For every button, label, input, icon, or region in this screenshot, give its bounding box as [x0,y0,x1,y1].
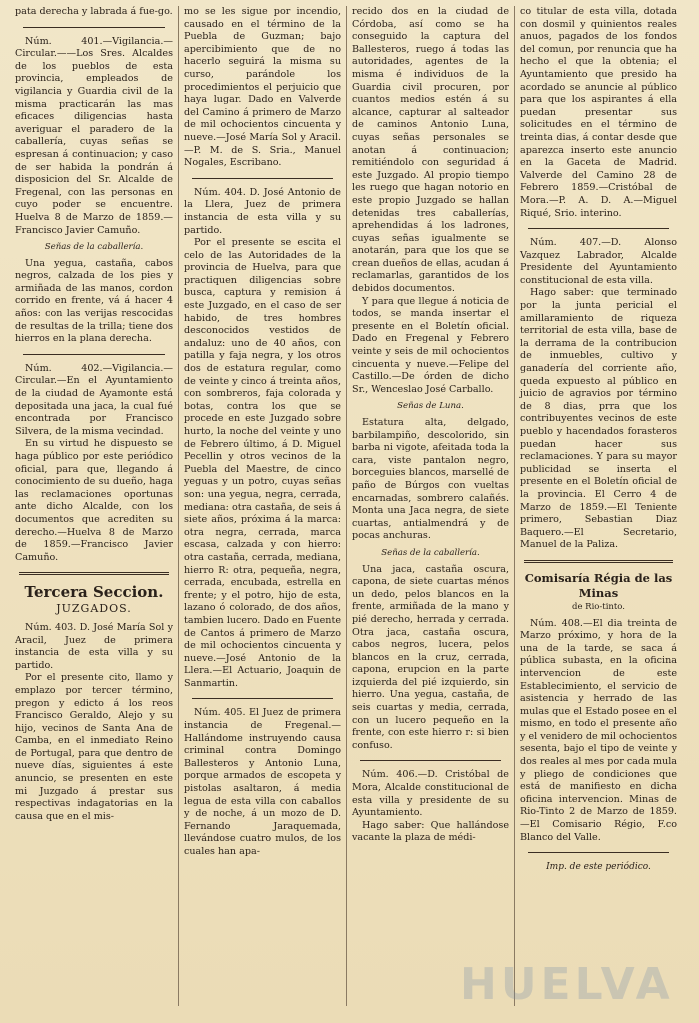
comisaria-title: Comisaría Régia de las Minas [524,570,673,600]
divider [360,760,501,761]
notice-407: Núm. 407.—D. Alonso Vazquez Labrador, Alcalde Presidente del Ayuntamiento constitucional de esta villa. [520,237,677,286]
column-4 [514,6,682,1006]
notice-408: Núm. 408.—El dia treinta de Marzo próximo, y hora de la una de la tarde, se saca á pública subasta, en la oficina intervencion de este Establecimiento, el servicio de asistencia y herrado de las mulas que el Estado posee en el mismo, en todo el presente año y el venidero de mil ochocientos sesenta, bajo el tipo de veinte y dos reales al mes por cada mula y pliego de condiciones que está de manifiesto en dicha oficina intervencion. Minas de Rio-Tinto 2 de Marzo de 1859.—El Comisario Régio, F.co Blanco del Valle. [520,617,677,843]
watermark-logo: HUELVA [460,959,674,1010]
divider [192,178,333,179]
paragraph: Estatura alta, delgado, barbilampiño, descolorido, sin barba ni vigote, afeitada toda la cara, viste pantalon negro, borceguies blancos, marsellé de paño de Búrgos con vueltas encarnadas, sombrero calañés. Monta una Jaca negra, de siete cuartas, antialmendrá y de pocas anchuras. [352,417,509,542]
column-2 [178,6,346,1006]
imprint: Imp. de este periódico. [546,862,651,873]
paragraph: Y para que llegue á noticia de todos, se manda insertar el presente en el Boletín oficial. Dado en Fregenal y Febrero veinte y seis de mil ochocientos cincuenta y nueve.—Felipe del Castillo.—De órden de dicho Sr., Wenceslao José Carballo. [352,295,509,395]
notice-403: Núm. 403. D. José María Sol y Aracil, Juez de primera instancia de esta villa y su partido. [15,621,173,671]
notice-401: Núm. 401.—Vigilancia.—Circular.——Los Sres. Alcaldes de los pueblos de esta provincia, empleados de vigilancia y Guardia civil de la misma practicarán las mas eficaces diligencias hasta averiguar el paradero de la caballería, cuyas señas se espresan á continuacion; y caso de ser habida la pondrán á disposicion del Sr. Alcalde de Fregenal, con las personas en cuyo poder se encuentre. Huelva 8 de Marzo de 1859.—Francisco Javier Camuño. [15,35,173,236]
paragraph: Una jaca, castaña oscura, capona, de siete cuartas ménos un dedo, pelos blancos en la frente, armiñada de la mano y pié derecho, herrada y cerrada. Otra jaca, castaña oscura, cabos negros, lucera, pelos blancos en la cruz, cerrada, capona, erupcion en la parte izquierda del pié izquierdo, sin hierro. Una yegua, castaña, de seis cuartas y media, cerrada, con un lucero pequeño en la frente, con este hierro r: si bien confuso. [352,563,509,751]
notice-404: Núm. 404. D. José Antonio de la Llera, Juez de primera instancia de esta villa y su partido. [184,186,341,236]
heading-senas-luna: Señas de Luna. [397,401,464,412]
paragraph: En su virtud he dispuesto se haga público por este periódico oficial, para que, llegando á conocimiento de su dueño, haga las reclamaciones oportunas ante dicho Alcalde, con los documentos que acrediten su derecho.—Huelva 8 de Marzo de 1859.—Francisco Javier Camuño. [15,438,173,563]
heading-senas: Señas de la caballería. [44,242,144,253]
paragraph: pata derecha y labrada á fue-go. [15,6,173,17]
comisaria-subtitle: de Rio-tinto. [572,601,625,612]
paragraph: mo se les sigue por incendio, causado en el término de la Puebla de Guzman; bajo apercibimiento que de no hacerlo seguirá la misma su curso, parándole los procedimientos el perjuicio que haya lugar. Dado en Valverde del Camino á primero de Marzo de mil ochocientos cincuenta y nueve.—José María Sol y Aracil.—P. M. de S. Sria., Manuel Nogales, Escribano. [184,6,341,169]
notice-405: Núm. 405. El Juez de primera instancia de Fregenal.—Hallándome instruyendo causa criminal contra Domingo Ballesteros y Antonio Luna, porque armados de escopeta y pistolas asaltaron, á media legua de esta villa con caballos y de noche, á un mozo de D. Fernando Jaraquemada, llevándose cuatro mulos, de los cuales han apa- [184,707,341,857]
section-subtitle: JUZGADOS. [56,602,132,616]
section-divider [524,560,673,563]
paragraph: Una yegua, castaña, cabos negros, calzada de los pies y armiñada de las manos, cordon corrido en frente, vá á hacer 4 años: con las verijas rescocidas de resultas de la trilla; tiene dos hierros en la plana derecha. [15,257,173,345]
section-title: Tercera Seccion. [24,583,164,602]
paragraph: Hago saber: que terminado por la junta pericial el amillaramiento de riqueza territorial de esta villa, base de la derrama de la contribucion de inmuebles, cultivo y ganadería del corriente año, queda expuesto al público en juicio de agravios por término de 8 dias, prra que los contribuyentes vecinos de este pueblo y hacendados forasteros puedan hacer sus reclamaciones. Y para su mayor publicidad se inserta el presente en el Boletín oficial de la provincia. El Cerro 4 de Marzo de 1859.—El Teniente primero, Sebastian Diaz Baquero.—El Secretario, Manuel de la Paliza. [520,287,677,551]
column-1 [10,6,178,1006]
notice-406: Núm. 406.—D. Cristóbal de Mora, Alcalde constitucional de esta villa y presidente de su Ayuntamiento. [352,769,509,819]
divider [528,228,669,229]
column-3 [346,6,514,1006]
heading-senas-caballeria: Señas de la caballería. [381,547,480,558]
paragraph: recido dos en la ciudad de Córdoba, así como se ha conseguido la captura del Ballesteros, ruego á todas las autoridades, agentes de la misma é individuos de la Guardia civil procuren, por cuantos medios estén á su alcance, capturar al salteador de caminos Antonio Luna, cuyas señas personales se anotan á continuacion; remitiéndolo con seguridad á este Juzgado. Al propio tiempo les ruego que hagan notorio en este propio Juzgado se hallan detenidas tres caballerías, aprehendidas á los ladrones, cuyas señas igualmente se anotarán, para que los que se crean dueños de ellas, acudan á reclamarlas, garantidos de los debidos documentos. [352,6,509,295]
section-divider [19,572,169,575]
divider [23,27,165,28]
divider [528,852,669,853]
paragraph: Por el presente se escita el celo de las Autoridades de la provincia de Huelva, para que practiquen diligencias sobre busca, captura y remision á este Juzgado, en el caso de ser habido, de tres hombres desconocidos vestidos de andaluz: uno de 40 años, con patilla y faja negra, y los otros dos de estatura regular, como de veinte y cinco á treinta años, con sombreros, faja colorada y botas, contra los que se procede en este Juzgado sobre hurto, la noche del veinte y uno de Febrero último, á D. Miguel Pecellin y otros vecinos de la Puebla del Maestre, de cinco yeguas y un potro, cuyas señas son: una yegua, negra, cerrada, mediana: otra castaña, de seis á siete años, próxima á la marca: otra negra, cerrada, marca escasa, calzada y con hierro: otra castaña, cerrada, mediana, hierro R: otra, pequeña, negra, cerrada, encubada, estrella en frente; y el potro, hijo de esta, lazano ó colorado, de dos años, tambien lucero. Dado en Fuente de Cantos á primero de Marzo de mil ochocientos cincuenta y nueve.—José Antonio de la Llera.—El Actuario, Joaquin de Sanmartin. [184,237,341,689]
paragraph: Por el presente cito, llamo y emplazo por tercer término, pregon y edicto á los reos Francisco Geraldo, Alejo y su hijo, vecinos de Santa Ana de Camba, en el inmediato Reino de Portugal, para que dentro de nueve días, siguientes á este anuncio, se presenten en este mi Juzgado á prestar sus respectivas indagatorias en la causa que en el mis- [15,672,173,822]
columns [10,6,691,1006]
paragraph: Hago saber: Que hallándose vacante la plaza de médi- [352,819,509,844]
notice-402: Núm. 402.—Vigilancia.—Circular.—En el Ayuntamiento de la ciudad de Ayamonte está depositada una jaca, la cual fué encontrada por Francisco Silvera, de la misma vecindad. [15,362,173,437]
paragraph: co titular de esta villa, dotada con dosmil y quinientos reales anuos, pagados de los fondos del comun, por renuncia que ha hecho el que la obtenia; el Ayuntamiento que presido ha acordado se anuncie al público para que los aspirantes á ella puedan presentar sus solicitudes en el término de treinta dias, á contar desde que aparezca inserto este anuncio en la Gaceta de Madrid. Valverde del Camino 28 de Febrero 1859.—Cristóbal de Mora.—P. A. D. A.—Miguel Riqué, Srio. interino. [520,6,677,219]
divider [23,354,165,355]
divider [192,698,333,699]
